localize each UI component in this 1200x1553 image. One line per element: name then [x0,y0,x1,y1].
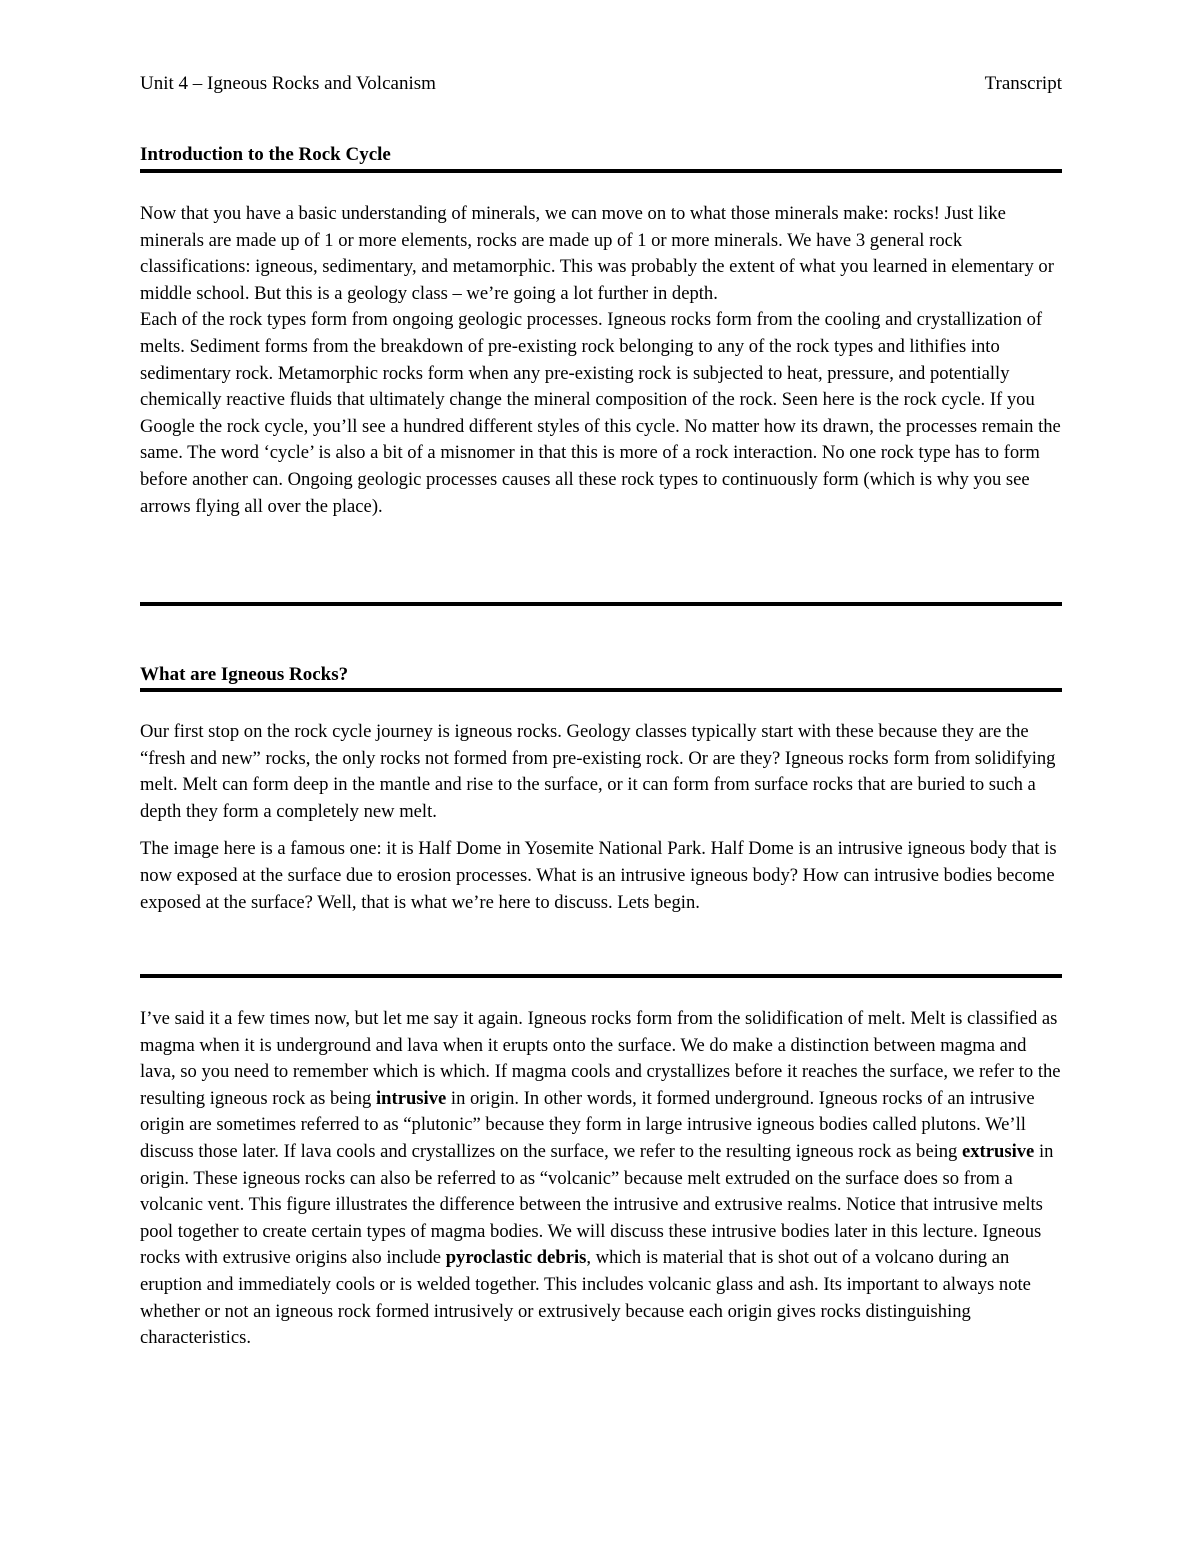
section-divider-rule [140,974,1062,978]
section-body-rock-cycle [140,201,1062,520]
text-run: in origin. In other words, it formed underground. Igneous rocks of an intrusive origin are sometimes referred to as “plutonic” because they form in large intrusive igneous bodies called plutons. We’ll discuss those later. If lava cools and crystallizes on the surface, we refer to the resulting igneous rock as being [140,1087,1035,1162]
document-page [140,0,1062,1553]
page-header [140,72,1062,96]
term-pyroclastic-debris: pyroclastic debris [445,1247,587,1269]
paragraph: Each of the rock types form from ongoing geologic processes. Igneous rocks form from the cooling and crystallization of melts. Sediment forms from the breakdown of pre-existing rock belonging to any of the rock types and lithifies into sedimentary rock. Metamorphic rocks form when any pre-existing rock is subjected to heat, pressure, and potentially chemically reactive fluids that ultimately change the mineral composition of the rock. Seen here is the rock cycle. If you Google the rock cycle, you’ll see a hundred different styles of this cycle. No matter how its drawn, the processes remain the same. The word ‘cycle’ is also a bit of a misnomer in that this is more of a rock interaction. No one rock type has to form before another can. Ongoing geologic processes causes all these rock types to continuously form (which is why you see arrows flying all over the place). [140,309,1061,517]
paragraph: Our first stop on the rock cycle journey is igneous rocks. Geology classes typically start with these because they are the “fresh and new” rocks, the only rocks not formed from pre-existing rock. Or are they? Igneous rocks form from solidifying melt. Melt can form deep in the mantle and rise to the surface, or it can form from surface rocks that are buried to such a depth they form a completely new melt. [140,721,1056,822]
term-extrusive: extrusive [962,1140,1035,1162]
paragraph: Now that you have a basic understanding of minerals, we can move on to what those minerals make: rocks! Just like minerals are made up of 1 or more elements, rocks are made up of 1 or more minerals. We have 3 general rock classifications: igneous, sedimentary, and metamorphic. This was probably the extent of what you learned in elementary or middle school. But this is a geology class – we’re going a lot further in depth. [140,203,1054,304]
text-run: I’ve said it a few times now, but let me say it again. Igneous rocks form from the solidification of melt. Melt is classified as magma when it is underground and lava when it erupts onto the surface. We do make a distinction between magma and lava, so you need to remember which is which. If magma cools and crystallizes before it reaches the surface, we refer to the resulting igneous rock as being [140,1008,1061,1109]
paragraph [140,1006,1062,1352]
section-body-intrusive-extrusive [140,1006,1062,1352]
header-unit-title: Unit 4 – Igneous Rocks and Volcanism [140,73,436,94]
text-run: , which is material that is shot out of a volcano during an eruption and immediately cools or is welded together. This includes volcanic glass and ash. Its important to always note whether or not an igneous rock formed intrusively or extrusively because each origin gives rocks distinguishing characteristics. [140,1247,1031,1349]
term-intrusive: intrusive [376,1087,447,1109]
header-doc-type: Transcript [984,73,1062,94]
text-run: in origin. These igneous rocks can also be referred to as “volcanic” because melt extruded on the surface does so from a volcanic vent. This figure illustrates the difference between the intrusive and extrusive realms. Notice that intrusive melts pool together to create certain types of magma bodies. We will discuss these intrusive bodies later in this lecture. Igneous rocks with extrusive origins also include [140,1140,1054,1269]
paragraph: The image here is a famous one: it is Half Dome in Yosemite National Park. Half Dome is an intrusive igneous body that is now exposed at the surface due to erosion processes. What is an intrusive igneous body? How can intrusive bodies become exposed at the surface? Well, that is what we’re here to discuss. Lets begin. [140,838,1057,913]
section-divider-rule [140,602,1062,606]
section-body-igneous-rocks [140,719,1062,916]
heading-underline-rule [140,169,1062,173]
heading-underline-rule [140,688,1062,692]
section-heading-rock-cycle: Introduction to the Rock Cycle [140,144,391,165]
section-heading-igneous-rocks: What are Igneous Rocks? [140,664,349,685]
